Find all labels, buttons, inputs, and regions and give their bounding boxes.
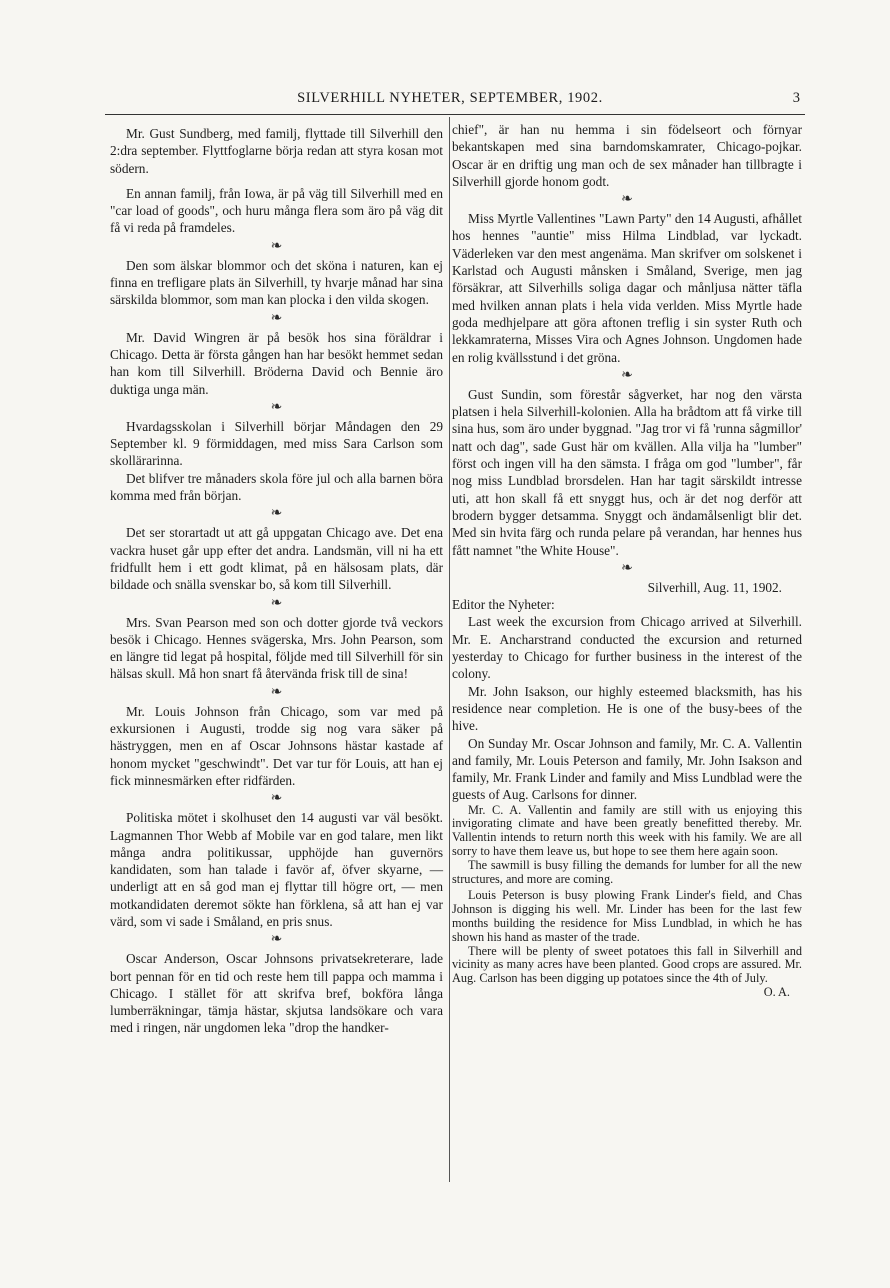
letter-small-print: [452, 804, 802, 1000]
masthead-title: SILVERHILL NYHETER, SEPTEMBER, 1902.: [297, 90, 603, 106]
left-column: [110, 125, 443, 1037]
right-column: [452, 121, 802, 1000]
fleuron-icon: ❧: [270, 684, 283, 700]
fleuron-icon: ❧: [621, 560, 633, 576]
letter-paragraph: On Sunday Mr. Oscar Johnson and family, Mr. C. A. Vallentin and family, Mr. Louis Peterson and family, Mr. John Isakson and family, Mr. Frank Linder and family and Miss Lundblad were the guests of Aug. Carlsons for dinner.: [452, 735, 802, 803]
news-item-continued: chief", är han nu hemma i sin födelseort och förnyar bekantskapen med sina barndomskamrater, Chicago-pojkar. Oscar är en driftig ung man och de sex månader han tillbragte i Silverhill gjorde honom godt.: [452, 122, 802, 189]
news-item: Den som älskar blommor och det sköna i naturen, kan ej finna en trefligare plats än Silverhill, ty hvarje månad har sina särskilda blommor, som man kan plocka i den vilda skogen.: [110, 257, 443, 308]
letter-dateline: Silverhill, Aug. 11, 1902.: [647, 579, 782, 595]
news-item: Politiska mötet i skolhuset den 14 augusti var väl besökt. Lagmannen Thor Webb af Mobile var en god talare, men likt många andra politikussar, upphöjde han guvernörs kandidaten, som han talade i favör af, öfver skyarne, — underligt att en så god man ej flyttar till högre ort, — men motkandidaten deremot sökte han förklena, så att han ej var värd, som vi sade i Småland, en pris snus.: [110, 810, 443, 929]
letter-paragraph: The sawmill is busy filling the demands for lumber for all the new structures, and more are coming.: [452, 857, 802, 886]
news-item: Oscar Anderson, Oscar Johnsons privatsekreterare, lade bort pennan för en tid och reste hem till pappa och mamma i Chicago. I stället för att skrifva bref, bokföra långa lumberräkningar, tämja hästar, skjutsa landsökare och vara med i ringen, när ungdomen leka "drop the handker-: [110, 951, 443, 1036]
news-item: Mrs. Svan Pearson med son och dotter gjorde två veckors besök i Chicago. Hennes svägerska, Mrs. John Pearson, som en längre tid legat på hospital, följde med till Silverhill för sin hälsas skull. Må hon snart få återvända frisk till de sina!: [110, 614, 443, 682]
news-item: Det ser storartadt ut att gå uppgatan Chicago ave. Det ena vackra huset går upp efter det andra. Landsmän, vill ni ha ett fridfullt hem i ett godt klimat, på en hälsosam plats, där bildade och snälla svenskar bo, så kom till Silverhill.: [110, 525, 443, 593]
page-header: [100, 90, 800, 110]
column-divider: [449, 117, 450, 1182]
news-item: Mr. David Wingren är på besök hos sina föräldrar i Chicago. Detta är första gången han har besökt hemmet sedan han kom till Silverhill. Bröderna David och Bennie äro duktiga unga män.: [110, 329, 443, 397]
page-number: 3: [792, 90, 800, 106]
fleuron-icon: ❧: [270, 932, 283, 948]
news-item: Det blifver tre månaders skola före jul och alla barnen böra komma med från början.: [110, 470, 443, 504]
fleuron-icon: ❧: [270, 399, 283, 415]
news-item: En annan familj, från Iowa, är på väg till Silverhill med en "car load of goods", och huru många flera som äro på väg dit få vi reda på framdeles.: [110, 185, 443, 236]
letter-signature: O. A.: [763, 985, 790, 1000]
fleuron-icon: ❧: [270, 310, 283, 326]
fleuron-icon: ❧: [270, 506, 283, 522]
news-item: Mr. Gust Sundberg, med familj, flyttade till Silverhill den 2:dra september. Flyttfoglarne börja redan att styra kosan mot södern.: [110, 126, 443, 176]
letter-paragraph: There will be plenty of sweet potatoes this fall in Silverhill and vicinity as many acres have been planted. Good crops are assured. Mr. Aug. Carlson has been digging up potatoes since the 4th of July.: [452, 943, 802, 986]
letter-paragraph: Last week the excursion from Chicago arrived at Silverhill. Mr. E. Ancharstrand conducted the excursion and returned yesterday to Chicago for further business in the interest of the colony.: [452, 614, 802, 682]
header-rule: [105, 114, 805, 115]
news-item: Mr. Louis Johnson från Chicago, som var med på exkursionen i Augusti, trodde sig nog vara säker på hästryggen, men en af Oscar Johnsons hästar kastade af honom mycket "geschwindt". Det var tur för Louis, att han ej fick minnesmärken efter ridfärden.: [110, 703, 443, 788]
letter-paragraph: Louis Peterson is busy plowing Frank Linder's field, and Chas Johnson is digging his well. Mr. Linder has been for the last few months building the residence for Miss Lundblad, in which he has shown his hand as master of the trade.: [452, 888, 802, 944]
fleuron-icon: ❧: [270, 791, 283, 807]
news-item: Miss Myrtle Vallentines "Lawn Party" den 14 Augusti, afhållet hos hennes "auntie" miss Hilma Lindblad, var lyckadt. Väderleken var den mest angenäma. Man skrifver om solskenet i Karlstad och Augusti månsken i Småland, Sverige, men jag försäkrar, att Silverhills soliga dagar och månljusa nätter täfla med hvilken annan plats i hela vida verlden. Miss Myrtle hade goda medhjelpare att göra aftonen treflig i sin syster Ruth och lekkamraterna, Misses Vira och Agnes Johnson. Ungdomen hade en rolig kvällsstund i det gröna.: [452, 211, 802, 365]
news-item: Hvardagsskolan i Silverhill börjar Måndagen den 29 September kl. 9 förmiddagen, med miss Sara Carlson som skollärarinna.: [110, 418, 443, 469]
letter-salutation: Editor the Nyheter:: [452, 597, 555, 613]
news-item: Gust Sundin, som förestår sågverket, har nog den värsta platsen i hela Silverhill-kolonien. Alla ha brådtom att få virke till sina hus, som äro under byggnad. "Jag tror vi få 'runna sågmillor' natt och dag", sade Gust här om kvällen. Alla vilja ha "lumber" först och ingen vill ha den sämsta. I fråga om god "lumber", får nog miss Lundblad brorsdelen. Han har tagit särskildt intresse uti, att hon skall få ett snyggt hus, och är det nog derför att brodern bygger detsamma. Snyggt och ändamålsenligt blir det. Med sin hvita färg och runda pelare på verandan, har hennes hus fått namnet "the White House".: [452, 386, 802, 558]
fleuron-icon: ❧: [270, 595, 283, 611]
letter-paragraph: Mr. C. A. Vallentin and family are still with us enjoying this invigorating climate and have been greatly benefitted thereby. Mr. Vallentin intends to return north this week with his family. We are all sorry to have them leave us, but hope to see them here again soon.: [452, 802, 802, 859]
fleuron-icon: ❧: [621, 367, 633, 383]
fleuron-icon: ❧: [270, 238, 283, 254]
letter-paragraph: Mr. John Isakson, our highly esteemed blacksmith, has his residence near completion. He is one of the busy-bees of the hive.: [452, 683, 802, 734]
fleuron-icon: ❧: [621, 192, 633, 208]
